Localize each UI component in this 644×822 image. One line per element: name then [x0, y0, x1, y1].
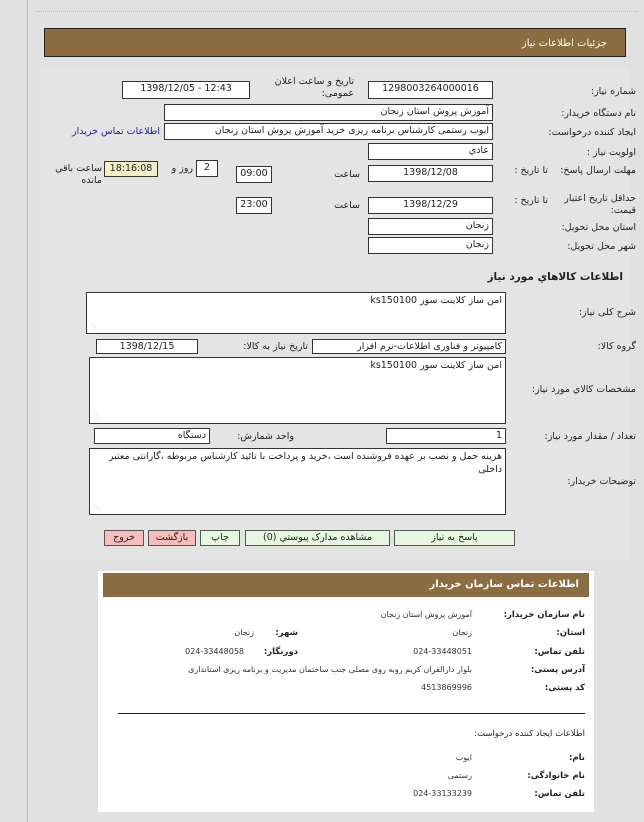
- postal-label: کد پستی:: [544, 683, 585, 693]
- announce-label: تاریخ و ساعت اعلان عمومی:: [274, 76, 354, 99]
- deadline-time-label: ساعت: [334, 169, 360, 180]
- remaining-time: 18:16:08: [104, 161, 158, 177]
- creator-phone-value: 024-33133239: [413, 789, 472, 798]
- address-label: آدرس پستی:: [530, 665, 585, 675]
- province-field[interactable]: زنجان: [368, 218, 493, 235]
- validity-time-label: ساعت: [334, 200, 360, 211]
- org-label: نام سازمان خریدار:: [503, 610, 585, 620]
- deadline-label: مهلت ارسال پاسخ:: [560, 165, 636, 176]
- priority-label: اولویت نیاز :: [586, 147, 636, 158]
- qty-field[interactable]: 1: [386, 428, 506, 444]
- page-border: [27, 0, 28, 822]
- deadline-time-field[interactable]: 09:00: [236, 166, 272, 183]
- fax-label: دورنگار:: [263, 647, 298, 657]
- back-button[interactable]: بازگشت: [148, 530, 196, 546]
- days-label: روز و: [171, 163, 193, 174]
- buyer-contact-title: اطلاعات تماس سازمان خریدار: [103, 573, 589, 597]
- contact-province-label: استان:: [556, 628, 585, 638]
- announce-field[interactable]: 1398/12/05 - 12:43: [122, 81, 250, 99]
- family-value: رستمی: [447, 771, 472, 780]
- need-number-field[interactable]: 1298003264000016: [368, 81, 493, 99]
- qty-label: تعداد / مقدار مورد نیاز:: [544, 431, 636, 442]
- buyer-org-field[interactable]: آموزش پروش استان زنجان: [164, 104, 493, 121]
- address-value: بلوار دارالقران کریم روبه روی مصلی جنب ساختمان مدیریت و برنامه ریزی استانداری: [188, 665, 472, 674]
- notes-textarea[interactable]: هزینه حمل و نصب بر عهده فروشنده است ،خرید و پرداخت با تائید کارشناس مربوطه ،گارانتی معتبر داخلی ⋰: [89, 448, 506, 515]
- goods-section-title: اطلاعات كالاهاي مورد نياز: [487, 271, 623, 283]
- validity-label: حداقل تاریخ اعتبار قیمت:: [564, 193, 636, 216]
- group-label: گروه کالا:: [597, 341, 636, 352]
- fax-value: 024-33448058: [185, 647, 244, 656]
- reply-button[interactable]: پاسخ به نیاز: [394, 530, 515, 546]
- notes-label: توضیحات خریدار:: [567, 476, 636, 487]
- buyer-contact-link[interactable]: اطلاعات تماس خریدار: [71, 126, 160, 137]
- validity-date-field[interactable]: 1398/12/29: [368, 197, 493, 214]
- summary-textarea[interactable]: امن ساز کلاینت سور ks150100 ⋰: [86, 292, 506, 334]
- validity-to-date-label: تا تاریخ :: [514, 195, 548, 206]
- name-value: ایوب: [455, 753, 472, 762]
- contact-city-value: زنجان: [234, 628, 254, 637]
- need-date-field[interactable]: 1398/12/15: [96, 339, 198, 354]
- divider: [36, 11, 638, 12]
- contact-province-value: زنجان: [452, 628, 472, 637]
- unit-field[interactable]: دستگاه: [94, 428, 210, 444]
- family-label: نام خانوادگی:: [527, 771, 585, 781]
- org-value: آموزش پروش استان زنجان: [380, 610, 472, 619]
- print-button[interactable]: چاپ: [200, 530, 240, 546]
- deadline-to-date-label: تا تاریخ :: [514, 165, 548, 176]
- phone-value: 024-33448051: [413, 647, 472, 656]
- summary-label: شرح کلی نیاز:: [578, 307, 636, 318]
- postal-value: 4513869996: [421, 683, 472, 692]
- days-remaining: 2: [196, 160, 218, 177]
- attachments-button[interactable]: مشاهده مدارک پیوستي (0): [245, 530, 390, 546]
- city-field[interactable]: زنجان: [368, 237, 493, 254]
- city-label: شهر محل تحویل:: [567, 241, 636, 252]
- province-label: استان محل تحویل:: [561, 222, 636, 233]
- priority-field[interactable]: عادي: [368, 143, 493, 160]
- contact-city-label: شهر:: [275, 628, 298, 638]
- specs-textarea[interactable]: امن ساز کلاینت سور ks150100 ⋰: [89, 357, 506, 424]
- deadline-date-field[interactable]: 1398/12/08: [368, 165, 493, 182]
- contact-divider: [118, 713, 585, 714]
- need-date-label: تاریخ نیاز به کالا:: [243, 341, 308, 352]
- specs-label: مشخصات کالاي مورد نياز:: [531, 384, 636, 395]
- group-field[interactable]: کامپیوتر و فناوری اطلاعات-نرم افزار: [312, 339, 506, 354]
- creator-label: ایجاد کننده درخواست:: [548, 127, 636, 138]
- buyer-org-label: نام دستگاه خریدار:: [561, 108, 636, 119]
- creator-field[interactable]: ایوب رستمی کارشناس برنامه ریزی خرید آموزش پروش استان زنجان: [164, 123, 493, 140]
- exit-button[interactable]: خروج: [104, 530, 144, 546]
- creator-heading: اطلاعات ایجاد کننده درخواست:: [474, 729, 585, 739]
- creator-phone-label: تلفن تماس:: [534, 789, 585, 799]
- validity-time-field[interactable]: 23:00: [236, 197, 272, 214]
- name-label: نام:: [568, 753, 585, 763]
- remaining-label: ساعت باقي مانده: [55, 163, 102, 186]
- phone-label: تلفن تماس:: [534, 647, 585, 657]
- page-header: جزئیات اطلاعات نیاز: [44, 28, 626, 57]
- unit-label: واحد شمارش:: [237, 431, 294, 442]
- need-number-label: شماره نیاز:: [590, 86, 636, 97]
